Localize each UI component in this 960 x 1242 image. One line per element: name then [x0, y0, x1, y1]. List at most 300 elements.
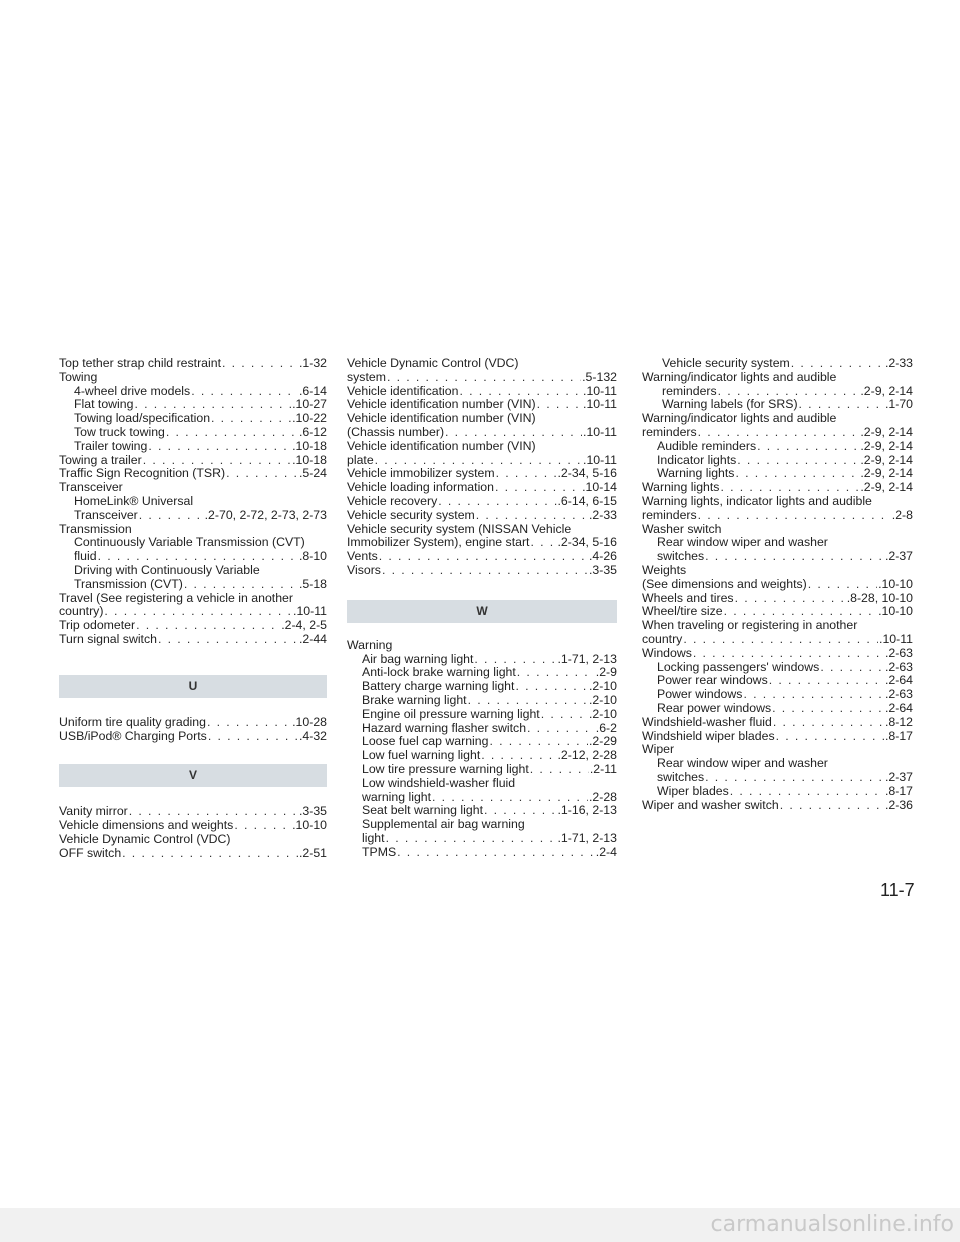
- index-heading-term: Warning/indicator lights and audible: [642, 369, 837, 384]
- entries-u: [59, 716, 327, 744]
- index-entry: [59, 619, 327, 633]
- dot-leader: [387, 371, 581, 385]
- page-reference: .2-51: [298, 845, 327, 860]
- index-term: Traffic Sign Recognition (TSR): [59, 466, 226, 481]
- dot-leader: [166, 426, 298, 440]
- index-column-2: [347, 357, 617, 860]
- index-term: 4-wheel drive models: [74, 383, 191, 398]
- index-entry: [347, 804, 617, 818]
- page-reference: .5-18: [298, 576, 327, 591]
- dot-leader: [459, 385, 582, 399]
- index-entry: [642, 771, 913, 785]
- index-term: switches: [657, 769, 705, 784]
- index-column-1: [59, 357, 327, 861]
- dot-leader: [820, 661, 884, 675]
- index-entry: [347, 467, 617, 481]
- index-term: Vehicle immobilizer system: [347, 466, 495, 481]
- index-heading-term: Driving with Continuously Variable: [74, 562, 260, 577]
- index-entry: [642, 592, 913, 606]
- index-term: Vehicle recovery: [347, 493, 438, 508]
- page-reference: .10-11: [583, 397, 617, 412]
- page-reference: .8-12: [884, 714, 913, 729]
- index-entry: [347, 564, 617, 578]
- index-heading-term: Towing: [59, 369, 98, 384]
- page-reference: .10-27: [292, 397, 327, 412]
- page-reference: .2-10: [588, 692, 617, 707]
- index-term: Anti-lock brake warning light: [362, 665, 516, 680]
- index-term: plate: [347, 452, 374, 467]
- index-entry: [59, 385, 327, 399]
- index-term: Trip odometer: [59, 618, 136, 633]
- page-reference: .6-14, 6-15: [557, 493, 617, 508]
- dot-leader: [735, 592, 846, 606]
- page-reference: .10-10: [292, 818, 327, 833]
- index-heading-term: Supplemental air bag warning: [362, 817, 525, 832]
- page-reference: .10-11: [879, 631, 913, 646]
- index-term: Hazard warning flasher switch: [362, 720, 527, 735]
- dot-leader: [143, 454, 291, 468]
- index-term: Vanity mirror: [59, 804, 128, 819]
- index-heading-term: Washer switch: [642, 521, 722, 536]
- page-reference: .2-70, 2-72, 2-73, 2-73: [204, 507, 327, 522]
- page-reference: .3-35: [298, 804, 327, 819]
- index-term: TPMS: [362, 844, 397, 859]
- index-term: Brake warning light: [362, 692, 467, 707]
- dot-leader: [98, 550, 298, 564]
- dot-leader: [530, 536, 556, 550]
- dot-leader: [134, 398, 291, 412]
- dot-leader: [730, 785, 884, 799]
- index-entry: [347, 680, 617, 694]
- dot-leader: [515, 680, 588, 694]
- index-term: Transceiver: [74, 507, 138, 522]
- index-entry: [59, 412, 327, 426]
- page-reference: .4-32: [298, 728, 327, 743]
- index-term: Uniform tire quality grading: [59, 714, 206, 729]
- page-reference: .2-4, 2-5: [281, 618, 327, 633]
- index-entry: [59, 605, 327, 619]
- index-heading-term: When traveling or registering in another: [642, 618, 858, 633]
- index-entry: [347, 509, 617, 523]
- index-entry: [642, 385, 913, 399]
- entries-t: [59, 357, 327, 647]
- index-heading-term: Warning/indicator lights and audible: [642, 411, 837, 426]
- dot-leader: [104, 605, 292, 619]
- dot-leader: [693, 647, 884, 661]
- page-reference: .6-2: [595, 720, 617, 735]
- index-entry: [347, 653, 617, 667]
- index-column-3: [642, 357, 913, 812]
- index-entry: [347, 749, 617, 763]
- index-entry: [642, 702, 913, 716]
- index-term: fluid: [74, 549, 97, 564]
- index-entry: [59, 550, 327, 564]
- index-entry: [347, 398, 617, 412]
- index-entry: [347, 791, 617, 805]
- page-reference: .10-18: [292, 452, 327, 467]
- dot-leader: [129, 805, 298, 819]
- index-entry: [59, 805, 327, 819]
- index-term: Wiper and washer switch: [642, 797, 779, 812]
- index-heading-term: Transmission: [59, 521, 132, 536]
- index-term: Power rear windows: [657, 673, 768, 688]
- dot-leader: [139, 509, 204, 523]
- dot-leader: [737, 454, 859, 468]
- index-entry: [59, 467, 327, 481]
- index-term: Vehicle identification: [347, 383, 459, 398]
- index-heading-term: Vehicle identification number (VIN): [347, 411, 536, 426]
- index-term: Wheel/tire size: [642, 604, 723, 619]
- index-entry: [347, 385, 617, 399]
- index-term: light: [362, 830, 385, 845]
- index-term: Indicator lights: [657, 452, 737, 467]
- index-term: Audible reminders: [657, 438, 757, 453]
- index-term: Top tether strap child restraint: [59, 356, 221, 370]
- index-heading-term: Vehicle security system (NISSAN Vehicle: [347, 521, 572, 536]
- index-term: USB/iPod® Charging Ports: [59, 728, 207, 743]
- dot-leader: [208, 730, 298, 744]
- dot-leader: [683, 633, 878, 647]
- index-term: Turn signal switch: [59, 631, 157, 646]
- index-entry: [59, 716, 327, 730]
- page-reference: .4-26: [588, 549, 617, 564]
- index-term: Windshield-washer fluid: [642, 714, 772, 729]
- index-term: Towing a trailer: [59, 452, 142, 467]
- page-reference: .8-10: [298, 549, 327, 564]
- index-heading-term: Continuously Variable Transmission (CVT): [74, 535, 305, 550]
- index-entry: [642, 633, 913, 647]
- index-entry: [347, 536, 617, 550]
- index-term: system: [347, 369, 386, 384]
- index-entry: [642, 799, 913, 813]
- index-heading-term: Vehicle Dynamic Control (VDC): [347, 356, 519, 370]
- entries-w-cont: [642, 357, 913, 812]
- dot-leader: [148, 440, 291, 454]
- index-entry: [347, 495, 617, 509]
- index-term: Vehicle loading information: [347, 480, 494, 495]
- page-reference: .2-9, 2-14: [860, 383, 913, 398]
- page-reference: .1-70: [884, 397, 913, 412]
- index-entry: [642, 550, 913, 564]
- index-term: Transmission (CVT): [74, 576, 183, 591]
- index-term: Loose fuel cap warning: [362, 734, 489, 749]
- index-heading-term: Vehicle Dynamic Control (VDC): [59, 831, 231, 846]
- dot-leader: [476, 509, 588, 523]
- index-entry: [59, 426, 327, 440]
- page-reference: .1-71, 2-13: [557, 830, 617, 845]
- index-term: country): [59, 604, 104, 619]
- index-term: switches: [657, 549, 705, 564]
- index-term: country: [642, 631, 683, 646]
- dot-leader: [136, 619, 280, 633]
- page-reference: .2-44: [298, 631, 327, 646]
- index-entry: [642, 578, 913, 592]
- index-term: Towing load/specification: [74, 411, 211, 426]
- page-reference: .5-132: [582, 369, 617, 384]
- page-reference: .2-64: [884, 700, 913, 715]
- page-reference: .2-9, 2-14: [860, 452, 913, 467]
- index-term: Locking passengers' windows: [657, 659, 820, 674]
- dot-leader: [698, 509, 891, 523]
- page-reference: .8-17: [884, 783, 913, 798]
- index-heading-term: Transceiver: [59, 480, 123, 495]
- index-term: Vehicle identification number (VIN): [347, 397, 536, 412]
- index-entry: [642, 785, 913, 799]
- dot-leader: [776, 730, 884, 744]
- index-entry: [59, 440, 327, 454]
- index-heading-term: Warning: [347, 637, 393, 652]
- index-entry: [642, 398, 913, 412]
- index-term: Tow truck towing: [74, 424, 165, 439]
- page-reference: .2-29: [588, 734, 617, 749]
- dot-leader: [530, 763, 589, 777]
- page-reference: .2-9, 2-14: [860, 438, 913, 453]
- dot-leader: [527, 722, 595, 736]
- page-reference: .6-12: [298, 424, 327, 439]
- index-entry: [59, 847, 327, 861]
- page-reference: .2-9: [595, 665, 617, 680]
- dot-leader: [541, 708, 588, 722]
- index-term: Low fuel warning light: [362, 748, 481, 763]
- dot-leader: [773, 716, 884, 730]
- index-term: Seat belt warning light: [362, 803, 483, 818]
- index-entry: [59, 398, 327, 412]
- page-reference: .2-4: [595, 844, 617, 859]
- dot-leader: [808, 578, 877, 592]
- index-term: reminders: [662, 383, 717, 398]
- dot-leader: [445, 426, 582, 440]
- index-entry: [347, 694, 617, 708]
- index-term: Vents: [347, 549, 378, 564]
- dot-leader: [382, 564, 588, 578]
- page-reference: .2-8: [891, 507, 913, 522]
- index-term: Wheels and tires: [642, 590, 734, 605]
- dot-leader: [698, 426, 860, 440]
- page-reference: .2-33: [588, 507, 617, 522]
- index-term: Windshield wiper blades: [642, 728, 775, 743]
- watermark-bar: [0, 1208, 960, 1242]
- page-reference: .1-32: [298, 356, 327, 370]
- index-entry: [642, 730, 913, 744]
- dot-leader: [780, 799, 884, 813]
- dot-leader: [474, 653, 556, 667]
- page-reference: .2-63: [884, 659, 913, 674]
- index-entry: [642, 661, 913, 675]
- index-entry: [347, 708, 617, 722]
- index-heading-term: Rear window wiper and washer: [657, 535, 828, 550]
- dot-leader: [468, 694, 588, 708]
- index-heading-term: Travel (See registering a vehicle in another: [59, 590, 293, 605]
- entries-v-start: [59, 805, 327, 860]
- index-entry: [347, 371, 617, 385]
- index-entry: [642, 440, 913, 454]
- page-reference: .2-36: [884, 797, 913, 812]
- section-header-w: W: [347, 600, 617, 623]
- index-entry: [347, 426, 617, 440]
- index-heading-term: HomeLink® Universal: [74, 493, 194, 508]
- index-entry: [59, 578, 327, 592]
- page-reference: .10-11: [293, 604, 327, 619]
- index-term: Power windows: [657, 687, 743, 702]
- dot-leader: [432, 791, 588, 805]
- page-reference: .10-11: [583, 452, 617, 467]
- index-term: Battery charge warning light: [362, 679, 515, 694]
- index-term: (Chassis number): [347, 424, 445, 439]
- page-reference: .2-12, 2-28: [557, 748, 617, 763]
- index-entry: [347, 735, 617, 749]
- index-heading-term: Weights: [642, 562, 687, 577]
- index-entry: [347, 550, 617, 564]
- dot-leader: [191, 385, 298, 399]
- dot-leader: [222, 357, 298, 371]
- page-reference: .2-10: [588, 679, 617, 694]
- index-heading-term: Wiper: [642, 742, 675, 757]
- dot-leader: [184, 578, 298, 592]
- index-entry: [59, 509, 327, 523]
- index-term: reminders: [642, 507, 697, 522]
- dot-leader: [484, 804, 557, 818]
- index-entry: [347, 481, 617, 495]
- dot-leader: [718, 385, 860, 399]
- page-reference: .2-9, 2-14: [860, 466, 913, 481]
- index-term: Visors: [347, 562, 381, 577]
- index-term: Immobilizer System), engine start: [347, 535, 530, 550]
- dot-leader: [122, 847, 298, 861]
- page-reference: .2-33: [884, 356, 913, 370]
- index-term: Vehicle security system: [347, 507, 475, 522]
- dot-leader: [799, 398, 884, 412]
- index-term: Vehicle dimensions and weights: [59, 818, 234, 833]
- page-reference: .2-37: [884, 769, 913, 784]
- index-term: Rear power windows: [657, 700, 772, 715]
- page-reference: .5-24: [298, 466, 327, 481]
- page-reference: .10-28: [292, 714, 327, 729]
- dot-leader: [481, 749, 556, 763]
- index-entry: [642, 509, 913, 523]
- dot-leader: [791, 357, 884, 371]
- dot-leader: [438, 495, 556, 509]
- dot-leader: [705, 771, 884, 785]
- page-reference: .2-9, 2-14: [860, 480, 913, 495]
- index-term: Low tire pressure warning light: [362, 761, 529, 776]
- index-entry: [642, 716, 913, 730]
- index-term: OFF switch: [59, 845, 122, 860]
- index-term: Windows: [642, 645, 692, 660]
- page-reference: .2-10: [588, 706, 617, 721]
- page-reference: .2-63: [884, 687, 913, 702]
- dot-leader: [386, 832, 557, 846]
- page-reference: .2-37: [884, 549, 913, 564]
- index-heading-term: Low windshield-washer fluid: [362, 775, 516, 790]
- index-heading-term: Vehicle identification number (VIN): [347, 438, 536, 453]
- dot-leader: [207, 716, 291, 730]
- index-entry: [347, 832, 617, 846]
- page-reference: .6-14: [298, 383, 327, 398]
- section-header-u: U: [59, 675, 327, 698]
- page-reference: .2-28: [588, 789, 617, 804]
- index-term: Wiper blades: [657, 783, 729, 798]
- index-heading-term: Rear window wiper and washer: [657, 756, 828, 771]
- index-entry: [59, 454, 327, 468]
- index-entry: [642, 674, 913, 688]
- index-term: Engine oil pressure warning light: [362, 706, 540, 721]
- dot-leader: [537, 398, 582, 412]
- page-reference: .3-35: [588, 562, 617, 577]
- index-term: Flat towing: [74, 397, 134, 412]
- page-reference: .10-11: [583, 383, 617, 398]
- index-entry: [347, 666, 617, 680]
- page-number: 11-7: [880, 880, 915, 900]
- dot-leader: [397, 846, 595, 860]
- dot-leader: [379, 550, 588, 564]
- index-entry: [59, 633, 327, 647]
- dot-leader: [769, 674, 884, 688]
- dot-leader: [211, 412, 291, 426]
- index-entry: [642, 357, 913, 371]
- index-entry: [642, 467, 913, 481]
- index-entry: [642, 605, 913, 619]
- index-entry: [642, 454, 913, 468]
- page-reference: .2-63: [884, 645, 913, 660]
- index-entry: [642, 647, 913, 661]
- index-entry: [59, 357, 327, 371]
- page-reference: .2-9, 2-14: [860, 424, 913, 439]
- page-reference: .2-11: [589, 761, 617, 776]
- watermark-text: carmanualsonline.info: [710, 1212, 954, 1237]
- page-reference: .1-71, 2-13: [557, 651, 617, 666]
- dot-leader: [489, 735, 587, 749]
- entries-v-cont: [347, 357, 617, 578]
- index-entry: [642, 688, 913, 702]
- page-reference: .10-10: [878, 604, 913, 619]
- index-entry: [59, 819, 327, 833]
- dot-leader: [772, 702, 884, 716]
- index-term: Warning lights: [657, 466, 735, 481]
- index-term: warning light: [362, 789, 432, 804]
- dot-leader: [495, 481, 581, 495]
- page-reference: .1-16, 2-13: [557, 803, 617, 818]
- page-reference: .10-11: [583, 424, 617, 439]
- dot-leader: [757, 440, 859, 454]
- index-entry: [347, 722, 617, 736]
- page-reference: .8-28, 10-10: [846, 590, 913, 605]
- index-entry: [347, 454, 617, 468]
- index-entry: [642, 426, 913, 440]
- page-reference: .2-34, 5-16: [557, 535, 617, 550]
- page-reference: .10-10: [878, 576, 913, 591]
- dot-leader: [724, 605, 877, 619]
- page-reference: .2-64: [884, 673, 913, 688]
- page-reference: .10-14: [582, 480, 617, 495]
- dot-leader: [234, 819, 291, 833]
- index-term: Warning labels (for SRS): [662, 397, 798, 412]
- page-reference: .10-18: [292, 438, 327, 453]
- index-heading-term: Warning lights, indicator lights and audible: [642, 493, 872, 508]
- index-term: Vehicle security system: [662, 356, 790, 370]
- dot-leader: [158, 633, 298, 647]
- index-entry: [347, 763, 617, 777]
- index-term: Warning lights: [642, 480, 720, 495]
- dot-leader: [720, 481, 859, 495]
- page-reference: .8-17: [884, 728, 913, 743]
- index-entry: [347, 846, 617, 860]
- index-term: reminders: [642, 424, 697, 439]
- page-reference: .2-34, 5-16: [557, 466, 617, 481]
- entries-w: [347, 639, 617, 860]
- dot-leader: [496, 467, 557, 481]
- section-header-v: V: [59, 764, 327, 787]
- dot-leader: [735, 467, 859, 481]
